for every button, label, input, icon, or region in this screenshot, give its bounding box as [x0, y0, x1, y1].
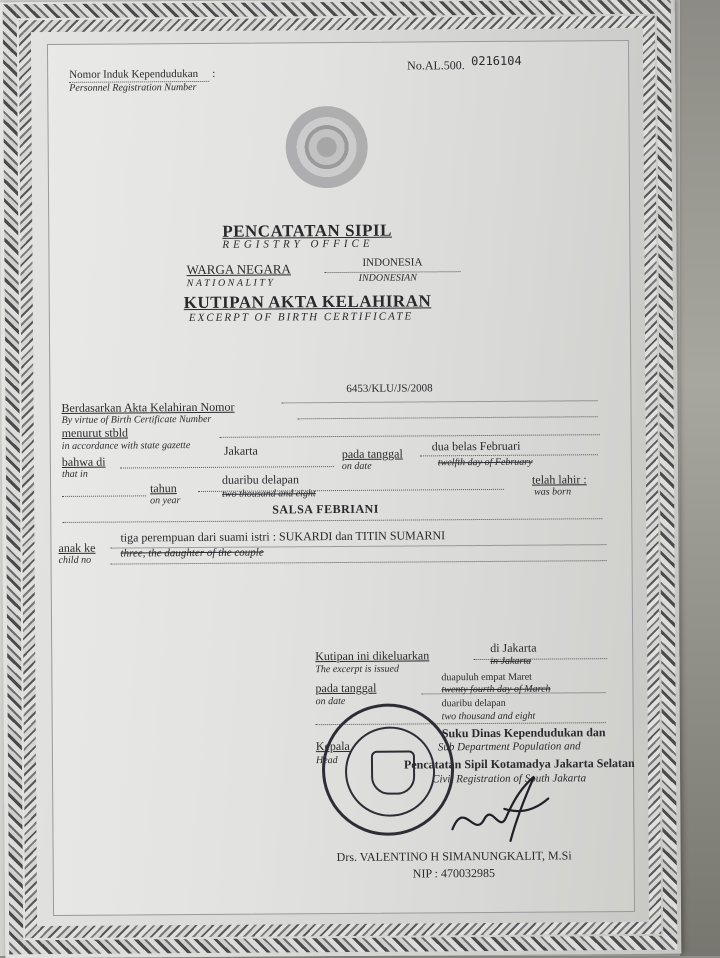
nik-label-en: Personnel Registration Number: [69, 81, 197, 94]
document-title: KUTIPAN AKTA KELAHIRAN: [183, 291, 432, 313]
official-name: Drs. VALENTINO H SIMANUNGKALIT, M.Si: [336, 848, 572, 865]
certificate-number: 6453/KLU/JS/2008: [346, 382, 433, 395]
garuda-seal-emblem: [285, 106, 368, 189]
berdasarkan-label: Berdasarkan Akta Kelahiran Nomor: [61, 399, 235, 415]
head-label-en: Head: [315, 755, 338, 767]
official-round-stamp: [322, 703, 455, 836]
nationality-value-en: INDONESIAN: [358, 272, 417, 284]
issued-date-label-en: on date: [315, 695, 346, 708]
issued-year-en: two thousand and eight: [441, 710, 536, 723]
office-title-en: REGISTRY OFFICE: [222, 237, 374, 251]
cert-number-prefix: No.AL.500.: [407, 58, 465, 73]
nationality-label-en: NATIONALITY: [186, 277, 276, 290]
birth-date-en: twelfth day of February: [437, 456, 533, 469]
child-order: tiga perempuan dari suami istri : SUKARDI dan TITIN SUMARNI: [120, 528, 446, 545]
issued-date: duapuluh empat Maret: [441, 671, 532, 684]
office-title: PENCATATAN SIPIL: [222, 220, 393, 241]
birth-date-label: pada tanggal: [341, 446, 403, 461]
menurut-label: menurut stbld: [61, 425, 129, 440]
berdasarkan-label-en: By virtue of Birth Certificate Number: [61, 413, 212, 426]
birth-year-en: two thousand and eight: [222, 488, 316, 500]
bahwa-label-en: that in: [61, 468, 88, 480]
birth-year: duaribu delapan: [221, 472, 300, 487]
kepala-label: Kepala: [315, 738, 350, 754]
tahun-label: tahun: [150, 481, 177, 496]
bahwa-label: bahwa di: [61, 454, 106, 469]
anak-ke-label-en: child no: [58, 554, 92, 566]
birth-date-label-en: on date: [341, 460, 372, 472]
official-nip: NIP : 470032985: [412, 865, 496, 881]
office-name-2-en: Civil Registration of South Jakarta: [432, 772, 587, 786]
office-name-1: Suku Dinas Kependudukan dan: [441, 725, 606, 741]
anak-ke-label: anak ke: [58, 540, 96, 555]
issued-year: duaribu delapan: [441, 697, 506, 710]
issued-date-en: twenty fourth day of March: [441, 683, 551, 696]
office-name-2: Pencatatan Sipil Kotamadya Jakarta Selatan: [403, 755, 635, 772]
nik-colon: :: [212, 67, 216, 80]
child-name: SALSA FEBRIANI: [272, 501, 379, 517]
table-surface: [680, 0, 720, 956]
born-label-en: was born: [534, 486, 572, 498]
birth-date: dua belas Februari: [431, 438, 521, 454]
issued-date-label: pada tanggal: [315, 680, 377, 696]
issued-place-en: in Jakarta: [490, 655, 532, 667]
tahun-label-en: on year: [150, 495, 181, 507]
issued-place: di Jakarta: [490, 640, 537, 655]
born-label: telah lahir :: [531, 472, 587, 487]
issued-label-en: The excerpt is issued: [315, 663, 399, 676]
jakarta-emblem: [371, 750, 415, 794]
nik-label: Nomor Induk Kependudukan: [69, 67, 199, 81]
birth-place: Jakarta: [223, 443, 258, 458]
issued-label: Kutipan ini dikeluarkan: [315, 648, 430, 664]
menurut-label-en: in accordance with state gazette: [61, 440, 191, 452]
child-order-en: three, the daughter of the couple: [120, 546, 264, 560]
nationality-value: INDONESIA: [362, 256, 423, 269]
official-signature: [444, 769, 555, 850]
document-title-en: EXCERPT OF BIRTH CERTIFICATE: [188, 310, 414, 325]
office-name-1-en: Sub Department Population and: [437, 740, 581, 754]
nationality-label: WARGA NEGARA: [186, 261, 291, 278]
cert-number-value: 0216104: [471, 53, 522, 69]
